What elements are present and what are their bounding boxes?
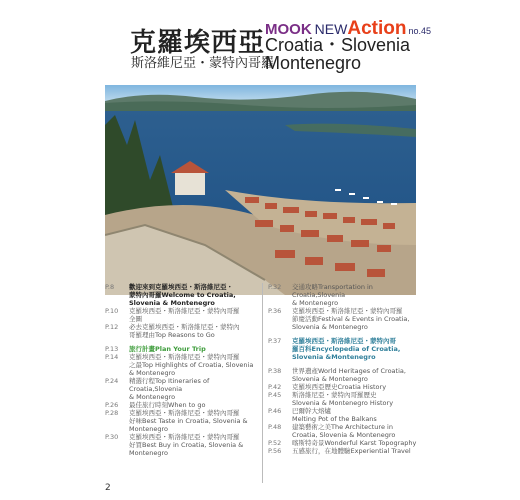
toc-entry-line: 建築藝術之美The Architecture in — [292, 423, 393, 431]
toc-entry-title — [292, 383, 418, 391]
toc-entry-line: & Montenegro — [129, 393, 176, 401]
toc-entry-line: Slovenia &Montenegro — [292, 353, 376, 361]
toc-entry-line: 克羅埃西亞・斯洛維尼亞・蒙特內哥羅 — [129, 433, 240, 441]
toc-entry-line: 喀斯特奇景Wonderful Karst Topography — [292, 439, 417, 447]
toc-entry[interactable] — [268, 447, 418, 455]
toc-entry-line: 世界遺產World Heritages of Croatia, — [292, 367, 406, 375]
toc-entry[interactable] — [105, 307, 255, 323]
toc-entry-line: 旅行計畫Plan Your Trip — [129, 345, 206, 353]
cover-photo — [105, 85, 416, 295]
toc-page-number: P.13 — [105, 345, 119, 353]
toc-entry-line: 精選行程Top Itineraries of Croatia,Slovenia — [129, 377, 210, 393]
toc-entry-line: 交通攻略Transportation in Croatia,Slovenia — [292, 283, 373, 299]
toc-entry[interactable] — [268, 423, 418, 439]
toc-page-number: P.36 — [268, 307, 282, 315]
toc-entry-line: & Montenegro — [292, 299, 339, 307]
toc-entry-title — [292, 439, 418, 447]
toc-entry[interactable] — [105, 283, 255, 307]
toc-entry-title — [129, 307, 255, 323]
toc-entry-line: Croatia, Slovenia & Montenegro — [292, 431, 396, 439]
toc-entry-title — [129, 401, 255, 409]
toc-entry-line: 全圖 — [129, 315, 142, 323]
subtitle-chinese: 斯洛維尼亞・蒙特內哥羅 — [131, 56, 275, 71]
toc-entry-line: 之最Top Highlights of Croatia, Slovenia — [129, 361, 254, 369]
toc-entry-line: 克羅埃西亞・斯洛維尼亞・蒙特內哥 — [292, 337, 396, 345]
column-divider — [262, 283, 263, 483]
toc-entry-title — [292, 283, 418, 307]
toc-entry-title — [129, 283, 255, 307]
toc-entry-line: 最佳旅行時刻When to go — [129, 401, 206, 409]
title-chinese: 克羅埃西亞 — [130, 28, 266, 58]
toc-entry-title — [292, 337, 418, 361]
toc-right-column — [268, 283, 418, 455]
toc-entry[interactable] — [105, 409, 255, 433]
brand-mook: MOOK — [265, 21, 312, 38]
toc-page-number: P.48 — [268, 423, 282, 431]
brand-new: NEW — [314, 21, 348, 37]
toc-page-number: P.14 — [105, 353, 119, 361]
toc-entry-title — [129, 433, 255, 457]
toc-entry-line: 五感旅行，在地體驗Experiential Travel — [292, 447, 411, 455]
toc-page-number: P.28 — [105, 409, 119, 417]
title-english — [265, 36, 410, 72]
toc-entry[interactable] — [268, 367, 418, 383]
brand-action: Action — [347, 18, 407, 39]
toc-page-number: P.32 — [268, 283, 282, 291]
title-en-line1: Croatia・Slovenia — [265, 35, 411, 55]
toc-entry-line: & Montenegro — [129, 369, 176, 377]
toc-entry-line: 克羅埃西亞・斯洛維尼亞・蒙特內哥羅 — [129, 353, 240, 361]
toc-entry-line: 必去克羅埃西亞・斯洛維尼亞・蒙特內 — [129, 323, 240, 331]
toc-page-number: P.30 — [105, 433, 119, 441]
toc-entry-line: Montenegro — [129, 425, 169, 433]
toc-entry-line: 好味Best Taste in Croatia, Slovenia & — [129, 417, 248, 425]
toc-entry-line: Montenegro — [129, 449, 169, 457]
toc-entry-line: Melting Pot of the Balkans — [292, 415, 377, 423]
toc-entry-line: 好買Best Buy in Croatia, Slovenia & — [129, 441, 244, 449]
toc-page-number: P.37 — [268, 337, 282, 345]
toc-entry-title — [129, 409, 255, 433]
issue-number: no.45 — [408, 26, 431, 36]
toc-entry-line: 斯洛維尼亞・蒙特內哥羅歷史 — [292, 391, 377, 399]
toc-entry-line: 巴爾幹大熔爐 — [292, 407, 331, 415]
toc-entry[interactable] — [268, 307, 418, 331]
toc-entry[interactable] — [268, 439, 418, 447]
toc-entry[interactable] — [268, 337, 418, 361]
toc-entry[interactable] — [268, 383, 418, 391]
toc-entry-line: 歡迎來到克羅埃西亞・斯洛維尼亞・ — [129, 283, 233, 291]
toc-entry-line: 克羅埃西亞・斯洛維尼亞・蒙特內哥羅 — [292, 307, 403, 315]
toc-entry-title — [292, 407, 418, 423]
toc-page-number: P.12 — [105, 323, 119, 331]
toc-entry-line: Slovenia & Montenegro History — [292, 399, 394, 407]
toc-entry[interactable] — [105, 377, 255, 401]
toc-page-number: P.10 — [105, 307, 119, 315]
toc-entry-line: 哥羅理由Top Reasons to Go — [129, 331, 215, 339]
toc-entry-title — [292, 423, 418, 439]
toc-entry[interactable] — [268, 391, 418, 407]
toc-entry-line: 克羅埃西亞・斯洛維尼亞・蒙特內哥羅 — [129, 409, 240, 417]
toc-entry-title — [292, 391, 418, 407]
toc-entry-title — [292, 367, 418, 383]
toc-entry[interactable] — [105, 323, 255, 339]
toc-entry-line: Slovenia & Montenegro — [129, 299, 215, 307]
toc-entry[interactable] — [105, 345, 255, 353]
toc-left-column — [105, 283, 255, 457]
toc-entry-line: Slovenia & Montenegro — [292, 323, 368, 331]
toc-entry-line: 節慶活動Festival & Events in Croatia, — [292, 315, 410, 323]
toc-page-number: P.42 — [268, 383, 282, 391]
toc-entry-line: Slovenia & Montenegro — [292, 375, 368, 383]
page-number: 2 — [105, 483, 111, 493]
toc-entry-title — [129, 323, 255, 339]
toc-entry[interactable] — [268, 407, 418, 423]
toc-page-number: P.45 — [268, 391, 282, 399]
toc-entry-line: 蒙特內哥羅Welcome to Croatia, — [129, 291, 236, 299]
toc-entry-line: 羅百科Encyclopedia of Croatia, — [292, 345, 401, 353]
toc-entry-title — [292, 447, 418, 455]
toc-page-number: P.38 — [268, 367, 282, 375]
toc-entry-line: 克羅埃西亞歷史Croatia History — [292, 383, 387, 391]
toc-entry-line: 克羅埃西亞・斯洛維尼亞・蒙特內哥羅 — [129, 307, 240, 315]
toc-entry-title — [292, 307, 418, 331]
title-en-line2: Montenegro — [265, 53, 362, 73]
toc-entry[interactable] — [105, 353, 255, 377]
toc-page-number: P.56 — [268, 447, 282, 455]
toc-entry[interactable] — [105, 401, 255, 409]
toc-entry-title — [129, 377, 255, 401]
toc-page-number: P.46 — [268, 407, 282, 415]
toc-entry-title — [129, 353, 255, 377]
toc-entry-title — [129, 345, 255, 353]
toc-page-number: P.52 — [268, 439, 282, 447]
toc-page-number: P.8 — [105, 283, 115, 291]
toc-entry[interactable] — [268, 283, 418, 307]
toc-page-number: P.26 — [105, 401, 119, 409]
toc-page-number: P.24 — [105, 377, 119, 385]
toc-entry[interactable] — [105, 433, 255, 457]
